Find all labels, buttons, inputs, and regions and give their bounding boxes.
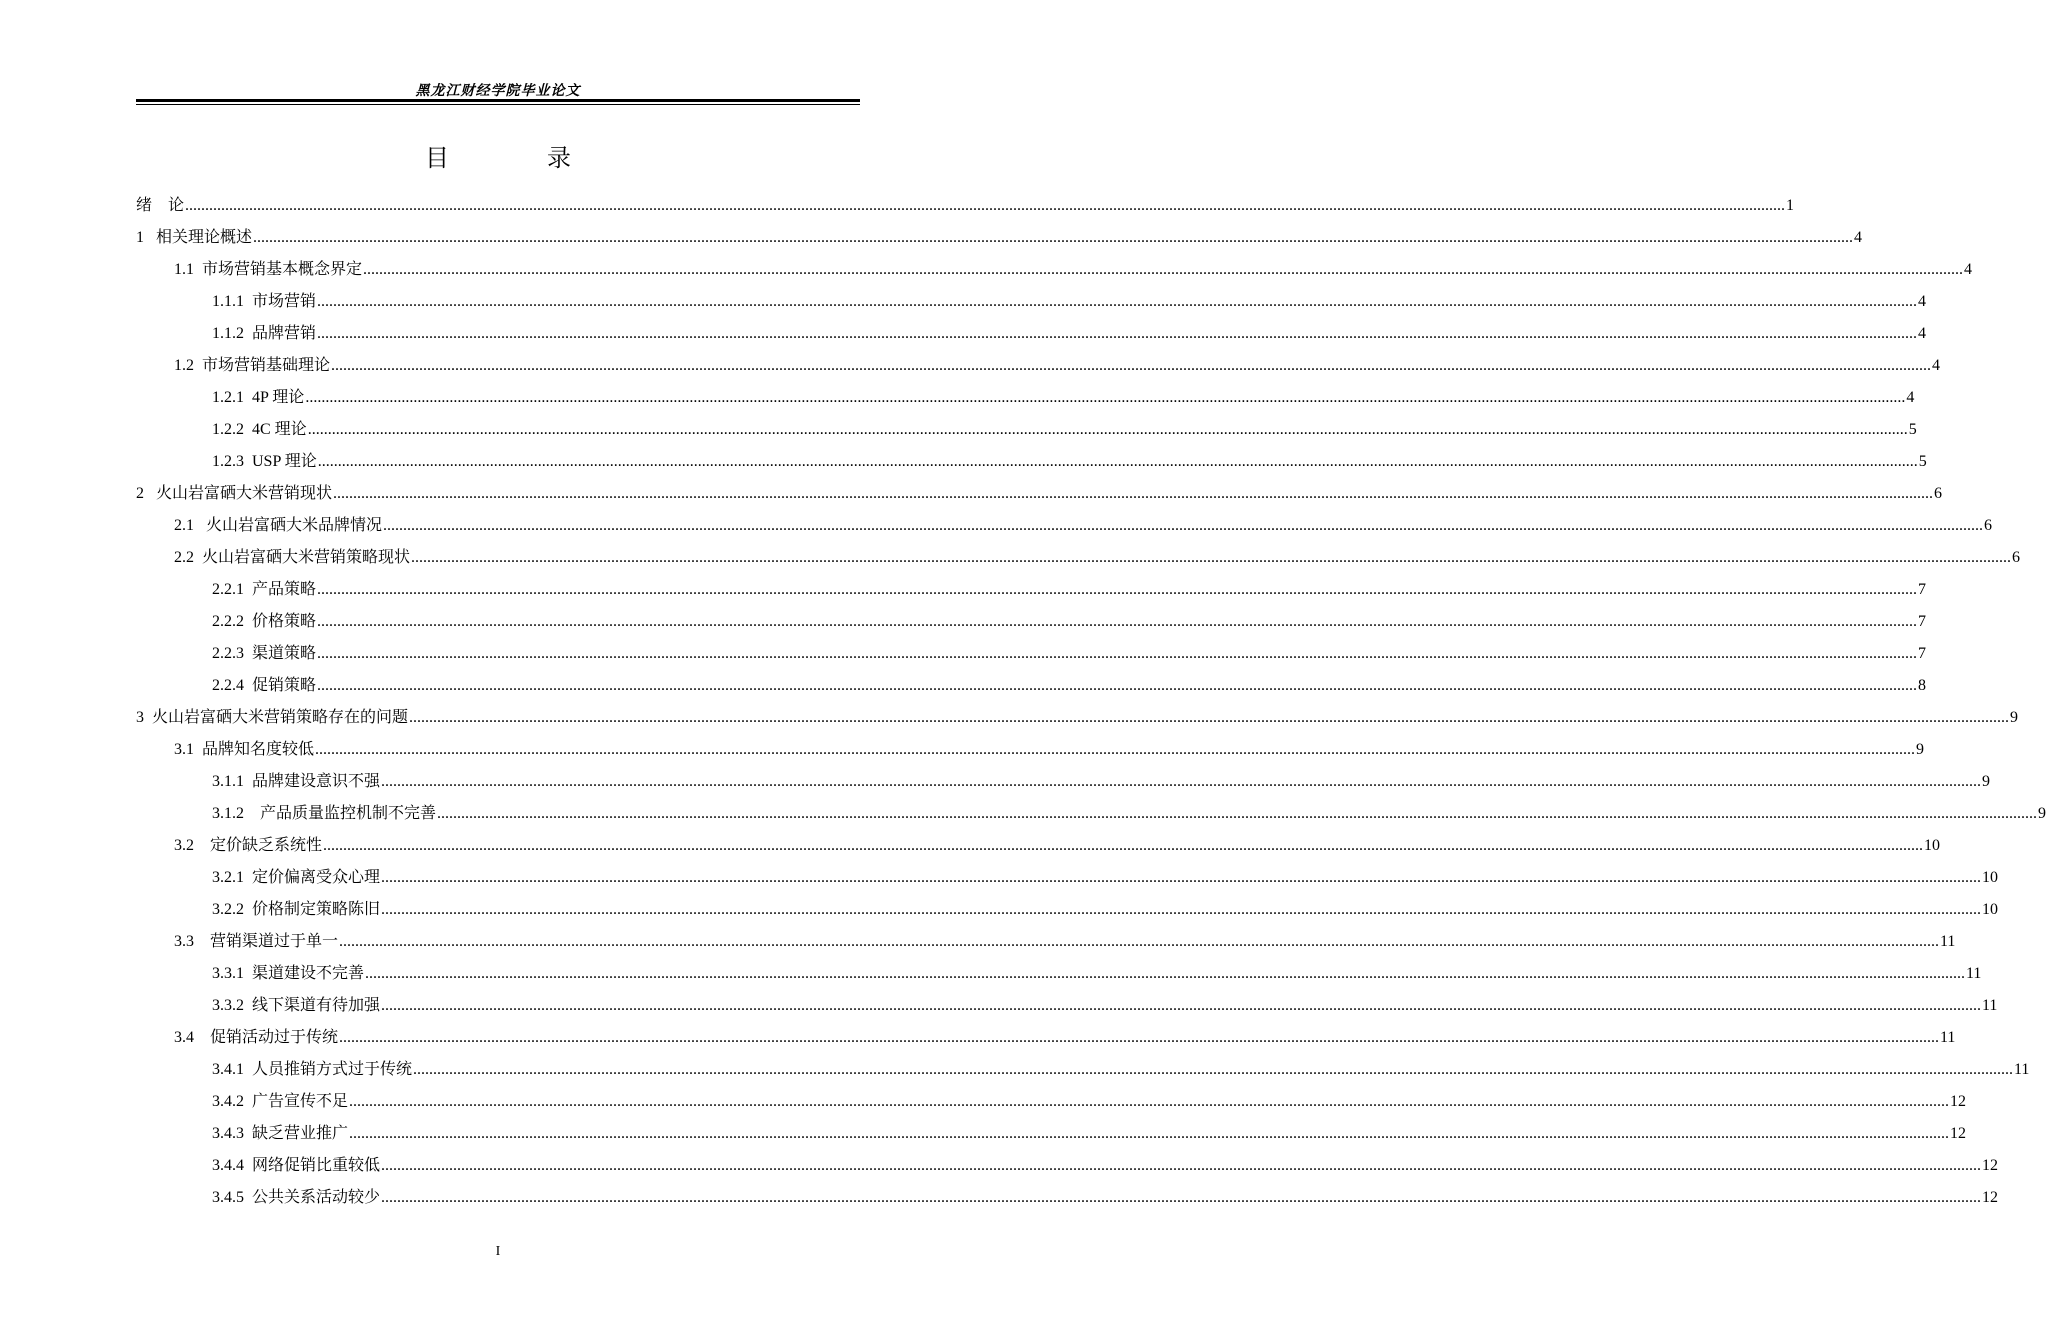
toc-leader-dots: ................................................................................................................................................................................................................................................................................................................................................................................................................ — [317, 453, 1918, 470]
toc-leader-dots: ................................................................................................................................................................................................................................................................................................................................................................................................................ — [381, 997, 1982, 1014]
toc-entry-label: 3.3.2 线下渠道有待加强 — [212, 997, 381, 1014]
toc-leader-dots: ................................................................................................................................................................................................................................................................................................................................................................................................................ — [339, 1029, 1940, 1046]
toc-leader-dots: ................................................................................................................................................................................................................................................................................................................................................................................................................ — [307, 421, 1908, 438]
toc-leader-dots: ................................................................................................................................................................................................................................................................................................................................................................................................................ — [411, 549, 2012, 566]
toc-entry-label: 3.2.2 价格制定策略陈旧 — [212, 901, 381, 918]
toc-entry-page: 12 — [1950, 1125, 1967, 1142]
toc-leader-dots: ................................................................................................................................................................................................................................................................................................................................................................................................................ — [339, 933, 1940, 950]
toc-entry-page: 10 — [1924, 837, 1941, 854]
toc-entry-label: 绪 论 — [136, 197, 185, 214]
toc-entry[interactable] — [136, 1150, 1999, 1182]
toc-entry[interactable] — [136, 1022, 1956, 1054]
toc-entry-page: 9 — [1916, 741, 1925, 758]
toc-entry[interactable] — [136, 670, 1927, 702]
toc-entry-page: 5 — [1918, 453, 1927, 470]
toc-leader-dots: ................................................................................................................................................................................................................................................................................................................................................................................................................ — [305, 389, 1906, 406]
toc-leader-dots: ................................................................................................................................................................................................................................................................................................................................................................................................................ — [381, 773, 1982, 790]
toc-leader-dots: ................................................................................................................................................................................................................................................................................................................................................................................................................ — [381, 1189, 1982, 1206]
toc-leader-dots: ................................................................................................................................................................................................................................................................................................................................................................................................................ — [349, 1125, 1950, 1142]
toc-leader-dots: ................................................................................................................................................................................................................................................................................................................................................................................................................ — [333, 485, 1934, 502]
toc-entry-page: 11 — [1966, 965, 1982, 982]
toc-entry-label: 3.1 品牌知名度较低 — [174, 741, 315, 758]
toc-leader-dots: ................................................................................................................................................................................................................................................................................................................................................................................................................ — [317, 645, 1918, 662]
toc-entry[interactable] — [136, 286, 1927, 318]
toc-entry-label: 3.1.2 产品质量监控机制不完善 — [212, 805, 437, 822]
toc-entry[interactable] — [136, 574, 1927, 606]
toc-entry-label: 1.1 市场营销基本概念界定 — [174, 261, 363, 278]
toc-entry-label: 2.2.4 促销策略 — [212, 677, 317, 694]
toc-entry-page: 9 — [2038, 805, 2046, 822]
toc-entry[interactable] — [136, 1118, 1967, 1150]
toc-entry-label: 2 火山岩富硒大米营销现状 — [136, 485, 333, 502]
toc-entry-label: 3.2 定价缺乏系统性 — [174, 837, 323, 854]
toc-entry[interactable] — [136, 926, 1956, 958]
toc-leader-dots: ................................................................................................................................................................................................................................................................................................................................................................................................................ — [317, 581, 1918, 598]
toc-leader-dots: ................................................................................................................................................................................................................................................................................................................................................................................................................ — [381, 901, 1982, 918]
toc-leader-dots: ................................................................................................................................................................................................................................................................................................................................................................................................................ — [315, 741, 1916, 758]
toc-entry[interactable] — [136, 318, 1927, 350]
toc-entry[interactable] — [136, 222, 1863, 254]
toc-leader-dots: ................................................................................................................................................................................................................................................................................................................................................................................................................ — [381, 1157, 1982, 1174]
toc-entry-page: 6 — [1984, 517, 1993, 534]
toc-entry-label: 1.2.2 4C 理论 — [212, 421, 307, 438]
toc-leader-dots: ................................................................................................................................................................................................................................................................................................................................................................................................................ — [381, 869, 1982, 886]
toc-entry-label: 3.4 促销活动过于传统 — [174, 1029, 339, 1046]
toc-entry-label: 1 相关理论概述 — [136, 229, 253, 246]
toc-entry-label: 3 火山岩富硒大米营销策略存在的问题 — [136, 709, 409, 726]
toc-entry-page: 4 — [1918, 293, 1927, 310]
toc-entry-page: 6 — [1934, 485, 1943, 502]
toc-entry[interactable] — [136, 894, 1999, 926]
toc-entry[interactable] — [136, 798, 2046, 830]
toc-entry-label: 2.2 火山岩富硒大米营销策略现状 — [174, 549, 411, 566]
toc-leader-dots: ................................................................................................................................................................................................................................................................................................................................................................................................................ — [383, 517, 1984, 534]
toc-entry[interactable] — [136, 990, 1998, 1022]
toc-entry-label: 2.2.1 产品策略 — [212, 581, 317, 598]
toc-entry[interactable] — [136, 638, 1927, 670]
toc-entry-page: 7 — [1918, 645, 1927, 662]
toc-entry-label: 3.3 营销渠道过于单一 — [174, 933, 339, 950]
header-rule-thin — [136, 104, 860, 105]
toc-leader-dots: ................................................................................................................................................................................................................................................................................................................................................................................................................ — [437, 805, 2038, 822]
toc-entry[interactable] — [136, 606, 1927, 638]
toc-entry-label: 1.2.3 USP 理论 — [212, 453, 317, 470]
page-number: I — [495, 1244, 501, 1259]
toc-entry-page: 12 — [1982, 1157, 1999, 1174]
toc-entry[interactable] — [136, 510, 1993, 542]
toc-entry-page: 5 — [1908, 421, 1917, 438]
toc-entry[interactable] — [136, 1054, 2030, 1086]
toc-leader-dots: ................................................................................................................................................................................................................................................................................................................................................................................................................ — [323, 837, 1924, 854]
toc-entry-page: 12 — [1982, 1189, 1999, 1206]
toc-entry[interactable] — [136, 190, 1795, 222]
toc-entry-label: 2.1 火山岩富硒大米品牌情况 — [174, 517, 383, 534]
toc-leader-dots: ................................................................................................................................................................................................................................................................................................................................................................................................................ — [317, 325, 1918, 342]
toc-entry-label: 3.3.1 渠道建设不完善 — [212, 965, 365, 982]
toc-leader-dots: ................................................................................................................................................................................................................................................................................................................................................................................................................ — [409, 709, 2010, 726]
toc-entry-label: 2.2.3 渠道策略 — [212, 645, 317, 662]
toc-leader-dots: ................................................................................................................................................................................................................................................................................................................................................................................................................ — [331, 357, 1932, 374]
toc-leader-dots: ................................................................................................................................................................................................................................................................................................................................................................................................................ — [317, 613, 1918, 630]
toc-entry-page: 11 — [1940, 1029, 1956, 1046]
toc-entry-label: 3.4.4 网络促销比重较低 — [212, 1157, 381, 1174]
toc-entry-label: 1.2.1 4P 理论 — [212, 389, 305, 406]
toc-entry-page: 4 — [1854, 229, 1863, 246]
toc-entry[interactable] — [136, 446, 1927, 478]
toc-entry[interactable] — [136, 734, 1925, 766]
toc-entry-page: 4 — [1964, 261, 1973, 278]
toc-entry-label: 1.1.1 市场营销 — [212, 293, 317, 310]
toc-entry-page: 4 — [1918, 325, 1927, 342]
toc-entry-label: 3.4.1 人员推销方式过于传统 — [212, 1061, 413, 1078]
running-header: 黑龙江财经学院毕业论文 — [415, 84, 581, 99]
toc-entry-label: 3.2.1 定价偏离受众心理 — [212, 869, 381, 886]
toc-entry-label: 3.4.5 公共关系活动较少 — [212, 1189, 381, 1206]
toc-entry-page: 6 — [2012, 549, 2021, 566]
toc-entry-page: 12 — [1950, 1093, 1967, 1110]
toc-leader-dots: ................................................................................................................................................................................................................................................................................................................................................................................................................ — [253, 229, 1854, 246]
toc-entry[interactable] — [136, 1086, 1967, 1118]
toc-leader-dots: ................................................................................................................................................................................................................................................................................................................................................................................................................ — [317, 293, 1918, 310]
toc-leader-dots: ................................................................................................................................................................................................................................................................................................................................................................................................................ — [317, 677, 1918, 694]
toc-entry[interactable] — [136, 830, 1941, 862]
toc-entry[interactable] — [136, 382, 1915, 414]
toc-leader-dots: ................................................................................................................................................................................................................................................................................................................................................................................................................ — [185, 197, 1786, 214]
toc-entry-page: 7 — [1918, 581, 1927, 598]
toc-leader-dots: ................................................................................................................................................................................................................................................................................................................................................................................................................ — [413, 1061, 2014, 1078]
toc-entry-page: 10 — [1982, 869, 1999, 886]
toc-entry[interactable] — [136, 542, 2021, 574]
toc-entry-page: 1 — [1786, 197, 1795, 214]
toc-leader-dots: ................................................................................................................................................................................................................................................................................................................................................................................................................ — [363, 261, 1964, 278]
toc-entry[interactable] — [136, 702, 2019, 734]
toc-entry[interactable] — [136, 478, 1943, 510]
toc-entry-page: 11 — [1982, 997, 1998, 1014]
toc-entry-page: 11 — [1940, 933, 1956, 950]
toc-entry[interactable] — [136, 766, 1991, 798]
toc-entry-page: 4 — [1932, 357, 1941, 374]
toc-entry-page: 9 — [2010, 709, 2019, 726]
toc-entry[interactable] — [136, 958, 1982, 990]
toc-entry-page: 11 — [2014, 1061, 2030, 1078]
toc-entry-page: 9 — [1982, 773, 1991, 790]
toc-leader-dots: ................................................................................................................................................................................................................................................................................................................................................................................................................ — [349, 1093, 1950, 1110]
toc-entry-label: 3.1.1 品牌建设意识不强 — [212, 773, 381, 790]
toc-title: 目 录 — [425, 146, 617, 172]
toc-entry-label: 3.4.3 缺乏营业推广 — [212, 1125, 349, 1142]
toc-entry-label: 3.4.2 广告宣传不足 — [212, 1093, 349, 1110]
toc-entry[interactable] — [136, 254, 1973, 286]
toc-entry[interactable] — [136, 1182, 1999, 1214]
toc-entry[interactable] — [136, 862, 1999, 894]
toc-entry[interactable] — [136, 414, 1917, 446]
toc-entry-page: 4 — [1906, 389, 1915, 406]
toc-entry-page: 10 — [1982, 901, 1999, 918]
toc-leader-dots: ................................................................................................................................................................................................................................................................................................................................................................................................................ — [365, 965, 1966, 982]
toc-entry-page: 7 — [1918, 613, 1927, 630]
toc-entry-page: 8 — [1918, 677, 1927, 694]
table-of-contents — [136, 190, 2046, 1214]
header-rule-thick — [136, 99, 860, 102]
toc-entry-label: 1.1.2 品牌营销 — [212, 325, 317, 342]
toc-entry-label: 1.2 市场营销基础理论 — [174, 357, 331, 374]
toc-entry-label: 2.2.2 价格策略 — [212, 613, 317, 630]
toc-entry[interactable] — [136, 350, 1941, 382]
